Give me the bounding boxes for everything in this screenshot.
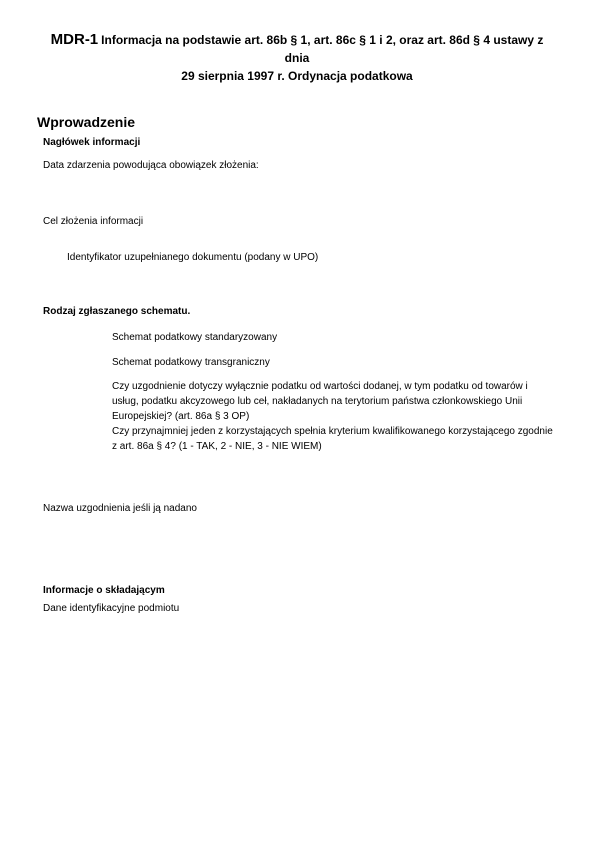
form-title-line2: 29 sierpnia 1997 r. Ordynacja podatkowa <box>181 69 413 83</box>
purpose-label: Cel złożenia informacji <box>43 216 144 227</box>
submitter-section-heading: Informacje o składającym <box>43 585 165 596</box>
identification-data-label: Dane identyfikacyjne podmiotu <box>43 603 180 614</box>
schema-kind-heading: Rodzaj zgłaszanego schematu. <box>43 306 191 317</box>
vat-only-question: Czy uzgodnienie dotyczy wyłącznie podatku od wartości dodanej, w tym podatku od towarów i usług, podatku akcyzowego lub ceł, nakładanych na terytorium państwa członkowskiego Unii Europejskiej? (art. 86a § 3 OP) <box>112 381 528 422</box>
qualified-beneficiary-question: Czy przynajmniej jeden z korzystających spełnia kryterium kwalifikowanego korzystającego zgodnie z art. 86a § 4? (1 - TAK, 2 - NIE, 3 - NIE WIEM) <box>112 426 553 452</box>
event-date-label: Data zdarzenia powodująca obowiązek złożenia: <box>43 160 259 171</box>
form-title-line1 <box>37 31 557 67</box>
intro-section-heading: Wprowadzenie <box>37 114 136 130</box>
supplemented-doc-id-label: Identyfikator uzupełnianego dokumentu (podany w UPO) <box>67 252 319 263</box>
form-code: MDR-1 <box>50 31 99 48</box>
form-header <box>37 31 557 85</box>
arrangement-name-label: Nazwa uzgodnienia jeśli ją nadano <box>43 503 197 514</box>
schema-standardized-label: Schemat podatkowy standaryzowany <box>112 332 278 343</box>
header-info-label: Nagłówek informacji <box>43 137 141 148</box>
form-title-text: Informacja na podstawie art. 86b § 1, art. 86c § 1 i 2, oraz art. 86d § 4 ustawy z dnia <box>101 33 544 65</box>
schema-crossborder-label: Schemat podatkowy transgraniczny <box>112 357 270 368</box>
